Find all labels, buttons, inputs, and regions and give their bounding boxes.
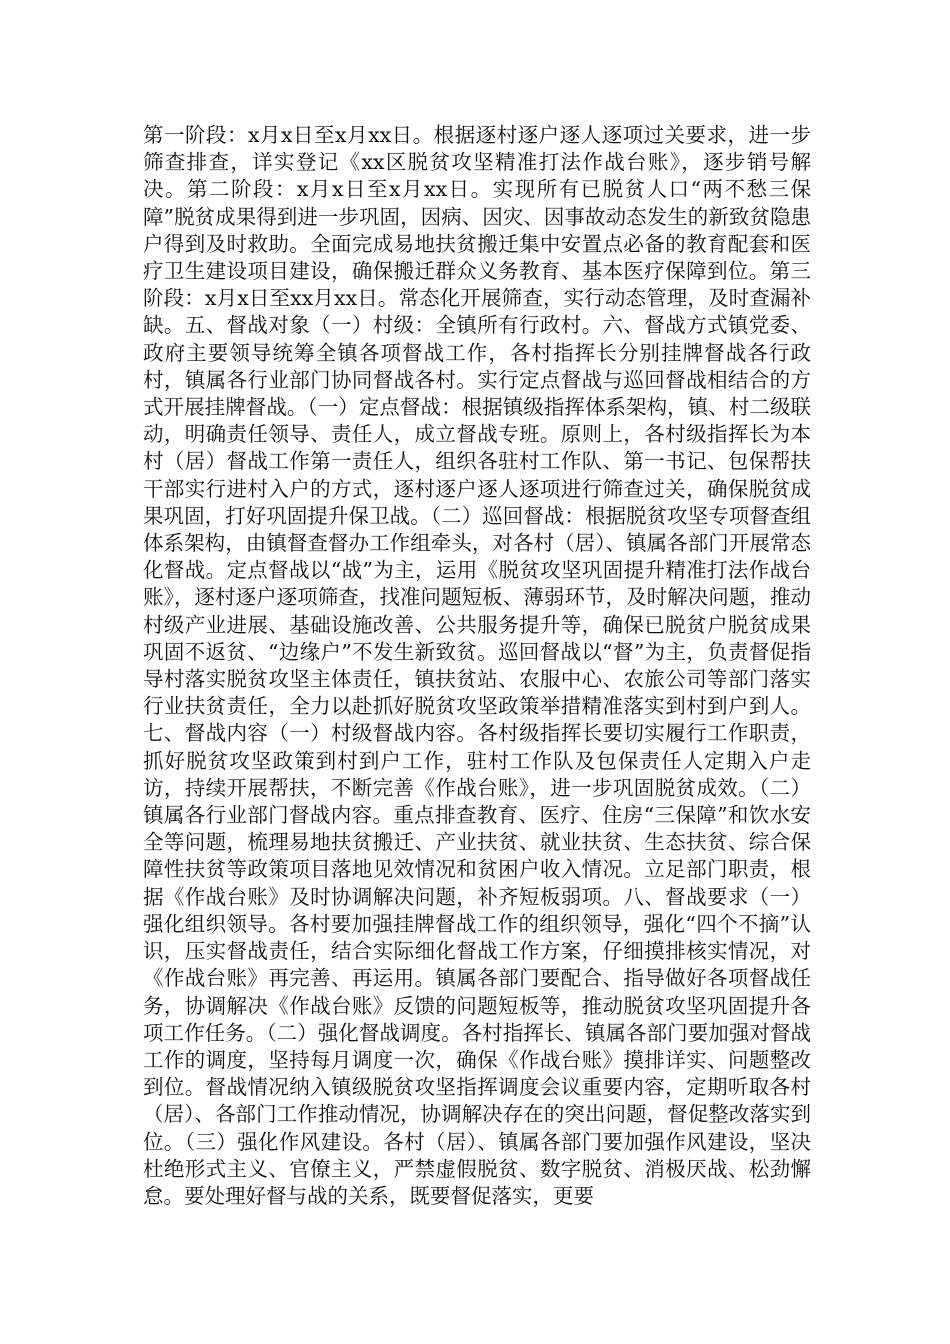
body-paragraph: 第一阶段：x月x日至x月xx日。根据逐村逐户逐人逐项过关要求，进一步筛查排查，详实登记《xx区脱贫攻坚精准打法作战台账》，逐步销号解决。第二阶段：x月x日至x月xx日。实现所有已脱贫人口“两不愁三保障”脱贫成果得到进一步巩固，因病、因灾、因事故动态发生的新致贫隐患户得到及时救助。全面完成易地扶贫搬迁集中安置点必备的教育配套和医疗卫生建设项目建设，确保搬迁群众义务教育、基本医疗保障到位。第三阶段：x月x日至xx月xx日。常态化开展筛查，实行动态管理，及时查漏补缺。五、督战对象（一）村级：全镇所有行政村。六、督战方式镇党委、政府主要领导统筹全镇各项督战工作，各村指挥长分别挂牌督战各行政村，镇属各行业部门协同督战各村。实行定点督战与巡回督战相结合的方式开展挂牌督战。（一）定点督战：根据镇级指挥体系架构，镇、村二级联动，明确责任领导、责任人，成立督战专班。原则上，各村级指挥长为本村（居）督战工作第一责任人，组织各驻村工作队、第一书记、包保帮扶干部实行进村入户的方式，逐村逐户逐人逐项进行筛查过关，确保脱贫成果巩固，打好巩固提升保卫战。（二）巡回督战：根据脱贫攻坚专项督查组体系架构，由镇督查督办工作组牵头，对各村（居）、镇属各部门开展常态化督战。定点督战以“战”为主，运用《脱贫攻坚巩固提升精准打法作战台账》，逐村逐户逐项筛查，找准问题短板、薄弱环节，及时解决问题，推动村级产业进展、基础设施改善、公共服务提升等，确保已脱贫户脱贫成果巩固不返贫、“边缘户”不发生新致贫。巡回督战以“督”为主，负责督促指导村落实脱贫攻坚主体责任，镇扶贫站、农服中心、农旅公司等部门落实行业扶贫责任，全力以赴抓好脱贫攻坚政策举措精准落实到村到户到人。七、督战内容（一）村级督战内容。各村级指挥长要切实履行工作职责，抓好脱贫攻坚政策到村到户工作，驻村工作队及包保责任人定期入户走访，持续开展帮扶，不断完善《作战台账》，进一步巩固脱贫成效。（二）镇属各行业部门督战内容。重点排查教育、医疗、住房“三保障”和饮水安全等问题，梳理易地扶贫搬迁、产业扶贫、就业扶贫、生态扶贫、综合保障性扶贫等政策项目落地见效情况和贫困户收入情况。立足部门职责，根据《作战台账》及时协调解决问题，补齐短板弱项。八、督战要求（一）强化组织领导。各村要加强挂牌督战工作的组织领导，强化“四个不摘”认识，压实督战责任，结合实际细化督战工作方案，仔细摸排核实情况，对《作战台账》再完善、再运用。镇属各部门要配合、指导做好各项督战任务，协调解决《作战台账》反馈的问题短板等，推动脱贫攻坚巩固提升各项工作任务。（二）强化督战调度。各村指挥长、镇属各部门要加强对督战工作的调度，坚持每月调度一次，确保《作战台账》摸排详实、问题整改到位。督战情况纳入镇级脱贫攻坚指挥调度会议重要内容，定期听取各村（居）、各部门工作推动情况，协调解决存在的突出问题，督促整改落实到位。（三）强化作风建设。各村（居）、镇属各部门要加强作风建设，坚决杜绝形式主义、官僚主义，严禁虚假脱贫、数字脱贫、消极厌战、松劲懈怠。要处理好督与战的关系，既要督促落实，更要 [143,123,811,1208]
